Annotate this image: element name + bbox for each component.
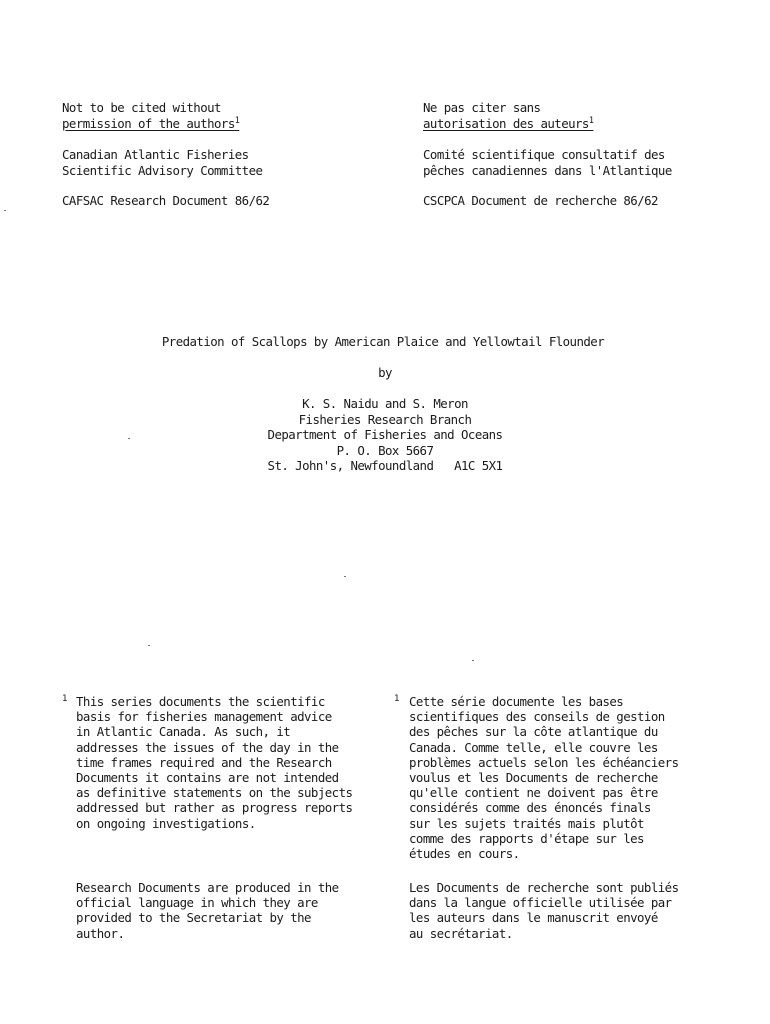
footnote-line: in Atlantic Canada. As such, it: [76, 724, 291, 740]
footnote-line: addressed but rather as progress reports: [76, 800, 353, 816]
author-block: [0, 396, 770, 474]
committee-line-1: Canadian Atlantic Fisheries: [62, 147, 249, 162]
footnote-mark-fr: 1: [394, 694, 399, 704]
footnote-line: This series documents the scientific: [76, 694, 325, 709]
committee-line-2-fr: pêches canadiennes dans l'Atlantique: [423, 162, 672, 178]
footnote-line: sur les sujets traités mais plutôt: [409, 815, 644, 831]
scan-speck: [128, 438, 130, 439]
footnote-ref: 1: [234, 115, 240, 126]
footnote-right: [394, 694, 678, 861]
footnote-line: scientifiques des conseils de gestion: [409, 709, 665, 725]
footnote-line: voulus et les Documents de recherche: [409, 770, 658, 786]
footnote-line: Documents it contains are not intended: [76, 770, 339, 786]
footnote-left-para-2: [76, 880, 339, 941]
author-city: St. John's, Newfoundland A1C 5X1: [267, 458, 503, 473]
by-line: by: [378, 365, 392, 380]
footnote-line: basis for fisheries management advice: [76, 709, 332, 725]
footnote-right-para-2: [409, 880, 678, 941]
scan-speck: [4, 210, 6, 211]
footnote-line: dans la langue officielle utilisée par: [409, 895, 672, 911]
footnote-line: les auteurs dans le manuscrit envoyé: [409, 910, 658, 926]
footnote-line: as definitive statements on the subjects: [76, 785, 353, 801]
footnote-line: Les Documents de recherche sont publiés: [409, 880, 679, 895]
header-left-doc-ref: CAFSAC Research Document 86/62: [62, 193, 270, 208]
citation-line-1: Not to be cited without: [62, 100, 221, 115]
footnote-left: [62, 694, 352, 831]
footnote-ref-fr: 1: [588, 115, 594, 126]
header-right-doc-ref: CSCPCA Document de recherche 86/62: [423, 193, 658, 208]
footnote-line: Canada. Comme telle, elle couvre les: [409, 739, 658, 755]
footnote-line: au secrétariat.: [409, 925, 513, 941]
footnote-line: comme des rapports d'étape sur les: [409, 830, 644, 846]
footnote-mark: 1: [62, 694, 67, 704]
citation-line-1-fr: Ne pas citer sans: [423, 100, 541, 115]
header-right-committee: [423, 147, 672, 178]
footnote-line: considérés comme des énoncés finals: [409, 800, 651, 816]
header-left-committee: [62, 147, 262, 178]
scan-speck: [148, 645, 150, 646]
author-names: K. S. Naidu and S. Meron: [302, 396, 468, 411]
footnote-right-para-1: [409, 694, 678, 861]
footnote-left-para-1: [76, 694, 352, 831]
committee-line-2: Scientific Advisory Committee: [62, 162, 263, 178]
footnote-line: qu'elle contient ne doivent pas être: [409, 785, 658, 801]
author-branch: Fisheries Research Branch: [298, 411, 472, 427]
footnote-line: études en cours.: [409, 846, 520, 862]
citation-line-2: permission of the authors$^1$: [62, 115, 240, 131]
citation-line-2-fr: autorisation des auteurs$^1$: [423, 115, 594, 131]
footnote-line: Cette série documente les bases: [409, 694, 624, 709]
header-right-citation: [423, 100, 593, 131]
footnote-line: Research Documents are produced in the: [76, 880, 339, 895]
scan-speck: [344, 576, 346, 577]
footnote-line: time frames required and the Research: [76, 754, 332, 770]
footnote-line: addresses the issues of the day in the: [76, 739, 339, 755]
footnote-line: provided to the Secretariat by the: [76, 910, 311, 926]
author-po-box: P. O. Box 5667: [336, 442, 434, 458]
footnote-line: official language in which they are: [76, 895, 318, 911]
header-left-citation: [62, 100, 239, 131]
footnote-line: author.: [76, 925, 125, 941]
footnote-line: problèmes actuels selon les échéanciers: [409, 754, 679, 770]
footnote-line: on ongoing investigations.: [76, 815, 256, 831]
author-department: Department of Fisheries and Oceans: [267, 427, 503, 442]
scan-speck: [472, 660, 474, 661]
document-title: Predation of Scallops by American Plaice and Yellowtail Flounder: [161, 334, 605, 349]
committee-line-1-fr: Comité scientifique consultatif des: [423, 147, 665, 162]
footnote-line: des pêches sur la côte atlantique du: [409, 724, 658, 740]
